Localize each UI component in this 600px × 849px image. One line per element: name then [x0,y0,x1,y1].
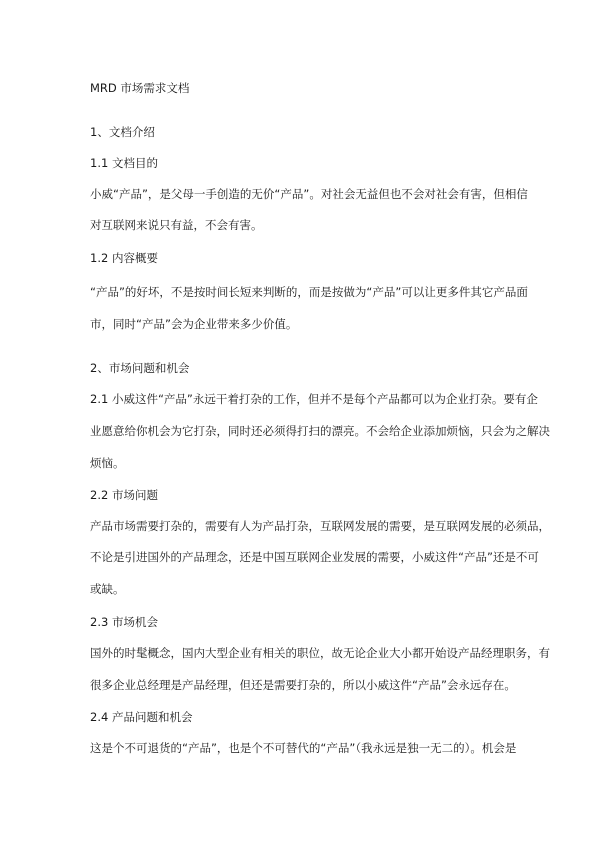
paragraph-line: 国外的时髦概念，国内大型企业有相关的职位，故无论企业大小都开始设产品经理职务，有 [90,646,550,660]
section-heading-intro: 1、文档介绍 [90,125,155,139]
paragraph-line: 2.1 小威这件“产品”永远干着打杂的工作，但并不是每个产品都可以为企业打杂。要有企 [90,392,538,406]
paragraph-line: 很多企业总经理是产品经理，但还是需要打杂的，所以小威这件“产品”会永远存在。 [90,678,516,692]
paragraph-line: 业愿意给你机会为它打杂，同时还必须得打扫的漂亮。不会给企业添加烦恼，只会为之解决 [90,424,550,438]
paragraph-line: “产品”的好坏，不是按时间长短来判断的，而是按做为“产品”可以让更多件其它产品面 [90,285,528,299]
paragraph-line: 产品市场需要打杂的，需要有人为产品打杂，互联网发展的需要，是互联网发展的必须品， [90,519,550,533]
paragraph-line: 市，同时“产品”会为企业带来多少价值。 [90,317,298,331]
subsection-heading-purpose: 1.1 文档目的 [90,156,158,170]
document-title: MRD 市场需求文档 [90,81,190,95]
subsection-heading-summary: 1.2 内容概要 [90,251,158,265]
subsection-heading-market-problem: 2.2 市场问题 [90,488,158,502]
paragraph-line: 烦恼。 [90,456,125,470]
subsection-heading-market-opportunity: 2.3 市场机会 [90,615,158,629]
paragraph-line: 这是个不可退货的“产品”，也是个不可替代的“产品”（我永远是独一无二的）。机会是 [90,741,517,755]
paragraph-line: 或缺。 [90,582,125,596]
paragraph-line: 不论是引进国外的产品理念，还是中国互联网企业发展的需要，小威这件“产品”还是不可 [90,550,539,564]
section-heading-market: 2、市场问题和机会 [90,361,190,375]
paragraph-line: 对互联网来说只有益，不会有害。 [90,218,263,232]
subsection-heading-product-problem: 2.4 产品问题和机会 [90,710,193,724]
paragraph-line: 小威“产品”，是父母一手创造的无价“产品”。对社会无益但也不会对社会有害，但相信 [90,187,528,201]
